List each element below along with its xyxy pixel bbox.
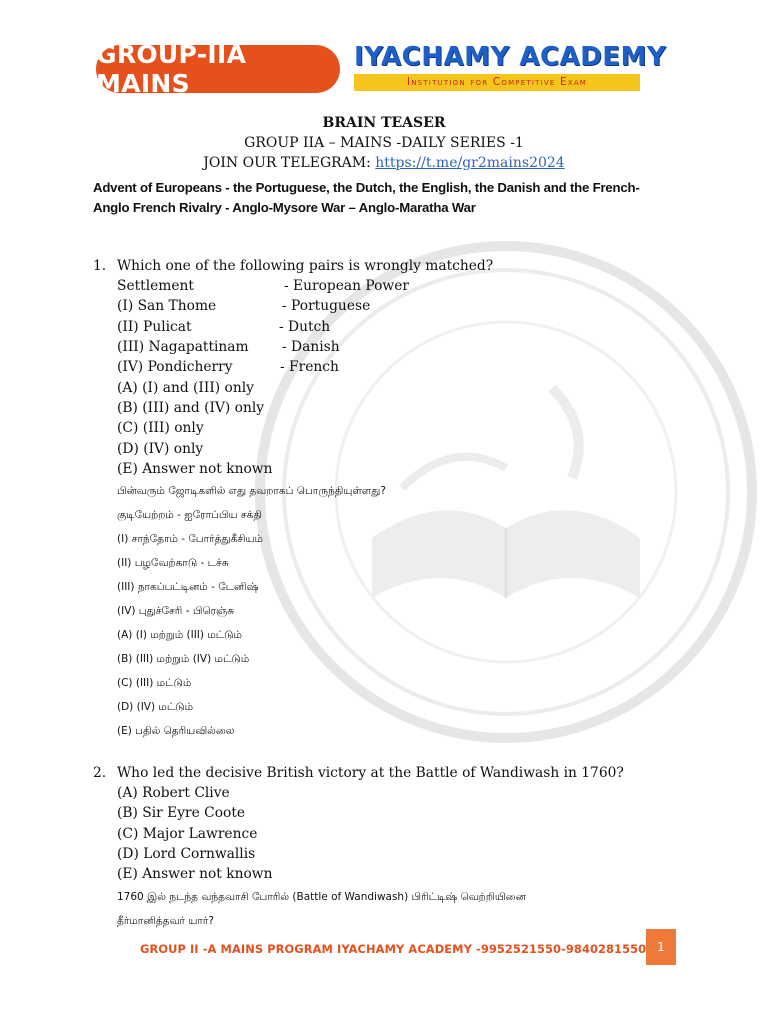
q2-tamil-line: 1760 இல் நடந்த வந்தவாசி போரில் (Battle of Wandiwash) பிரிட்டிஷ் வெற்றியினை bbox=[117, 891, 526, 903]
q1-header-right: - European Power bbox=[284, 278, 410, 294]
q1-pair-right: - Danish bbox=[282, 339, 340, 355]
q2-option: (B) Sir Eyre Coote bbox=[117, 805, 246, 821]
q2-option: (C) Major Lawrence bbox=[117, 826, 258, 842]
telegram-line bbox=[0, 155, 768, 171]
academy-logo bbox=[354, 42, 667, 91]
footer-program-contact: GROUP II -A MAINS PROGRAM IYACHAMY ACADEMY -9952521550-9840281550 bbox=[140, 942, 647, 956]
q1-pair-left: (I) San Thome bbox=[117, 298, 217, 314]
q1-option: (C) (III) only bbox=[117, 420, 204, 436]
brain-teaser-title: BRAIN TEASER bbox=[322, 115, 446, 131]
q1-tamil-line: குடியேற்றம் - ஐரோப்பிய சக்தி bbox=[117, 509, 262, 521]
q1-pair-right: - French bbox=[280, 359, 339, 375]
subject-line-1: Advent of Europeans - the Portuguese, the Dutch, the English, the Danish and the French- bbox=[93, 180, 640, 195]
q2-option: (D) Lord Cornwallis bbox=[117, 846, 256, 862]
q1-tamil-line: (II) பழவேற்காடு - டச்சு bbox=[117, 557, 229, 569]
subject-heading bbox=[93, 178, 693, 218]
telegram-label: JOIN OUR TELEGRAM: bbox=[203, 155, 376, 171]
q1-pair-right: - Portuguese bbox=[282, 298, 371, 314]
series-title: GROUP IIA – MAINS -DAILY SERIES -1 bbox=[244, 135, 524, 151]
q1-option: (B) (III) and (IV) only bbox=[117, 400, 265, 416]
telegram-link[interactable]: https://t.me/gr2mains2024 bbox=[375, 155, 565, 171]
q1-option: (D) (IV) only bbox=[117, 441, 204, 457]
q1-header-left: Settlement bbox=[117, 278, 194, 294]
q1-tamil-line: (III) நாகப்பட்டினம் - டேனிஷ் bbox=[117, 581, 259, 593]
page-number: 1 bbox=[646, 929, 676, 965]
q1-option: (A) (I) and (III) only bbox=[117, 380, 254, 396]
q1-tamil-line: (IV) புதுச்சேரி - பிரெஞ்சு bbox=[117, 605, 235, 617]
q1-option: (E) Answer not known bbox=[117, 461, 273, 477]
academy-tagline: Institution for Competitive Exam bbox=[354, 74, 640, 91]
q1-tamil-line: (B) (III) மற்றும் (IV) மட்டும் bbox=[117, 653, 250, 665]
q2-option: (E) Answer not known bbox=[117, 866, 273, 882]
q2-number: 2. bbox=[93, 765, 107, 781]
q1-tamil-line: (A) (I) மற்றும் (III) மட்டும் bbox=[117, 629, 242, 641]
academy-name: IYACHAMY ACADEMY bbox=[354, 42, 667, 72]
q1-pair-left: (III) Nagapattinam bbox=[117, 339, 249, 355]
subject-line-2: Anglo French Rivalry - Anglo-Mysore War – Anglo-Maratha War bbox=[93, 200, 476, 215]
q1-pair-right: - Dutch bbox=[279, 319, 331, 335]
q1-pair-left: (II) Pulicat bbox=[117, 319, 192, 335]
q1-tamil-line: (E) பதில் தெரியவில்லை bbox=[117, 725, 235, 737]
q2-tamil-line: தீர்மானித்தவர் யார்? bbox=[117, 915, 214, 927]
q1-tamil-line: (D) (IV) மட்டும் bbox=[117, 701, 194, 713]
q2-question: Who led the decisive British victory at the Battle of Wandiwash in 1760? bbox=[117, 765, 624, 781]
q1-number: 1. bbox=[93, 258, 107, 274]
q1-tamil-line: பின்வரும் ஜோடிகளில் எது தவறாகப் பொருந்தியுள்ளது? bbox=[117, 485, 386, 497]
q1-tamil-line: (C) (III) மட்டும் bbox=[117, 677, 192, 689]
q2-option: (A) Robert Clive bbox=[117, 785, 230, 801]
group-iia-mains-badge: GROUP-IIA MAINS bbox=[96, 45, 340, 93]
q1-question: Which one of the following pairs is wrongly matched? bbox=[117, 258, 494, 274]
q1-tamil-line: (I) சாந்தோம் - போர்த்துகீசியம் bbox=[117, 533, 263, 545]
q1-pair-left: (IV) Pondicherry bbox=[117, 359, 233, 375]
